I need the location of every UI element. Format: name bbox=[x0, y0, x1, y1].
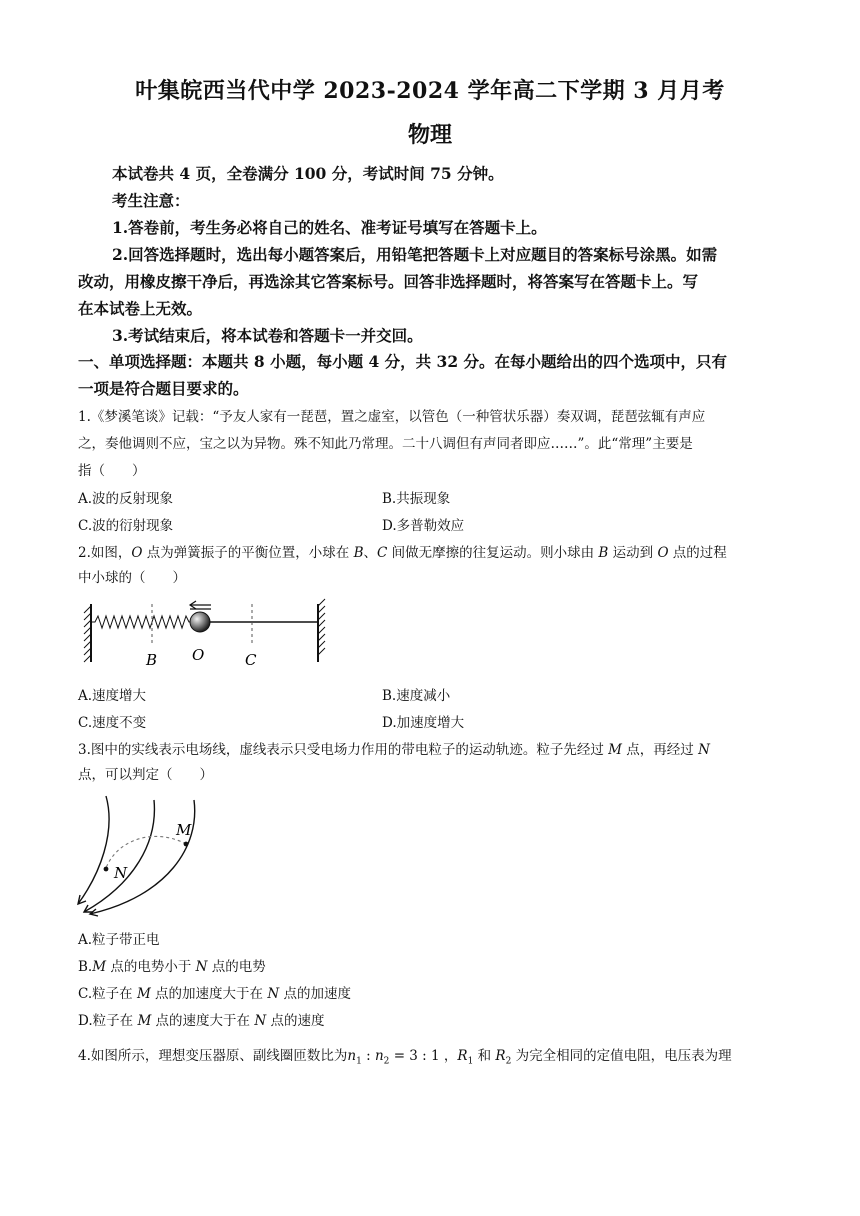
q2-option-b: B.速度减小 bbox=[382, 688, 451, 704]
ball bbox=[190, 612, 210, 632]
q3-option-a: A.粒子带正电 bbox=[78, 932, 160, 948]
spring bbox=[91, 616, 192, 628]
q1-stem-cont: 之，奏他调则不应，宝之以为异物。殊不知此乃常理。二十八调但有声同者即应……”。此“常理”主要是 bbox=[78, 436, 693, 452]
electric-field-figure bbox=[76, 792, 206, 918]
q2-option-c: C.速度不变 bbox=[78, 715, 147, 731]
label-c: C bbox=[245, 651, 257, 669]
notice-item-2: 2.回答选择题时，选出每小题答案后，用铅笔把答题卡上对应题目的答案标号涂黑。如需 bbox=[112, 245, 718, 264]
q1-stem: 1.《梦溪笔谈》记载：“予友人家有一琵琶，置之虚室，以管色（一种管状乐器）奏双调，琵琶弦辄有声应 bbox=[78, 409, 706, 425]
q3-option-b: B.M 点的电势小于 N 点的电势 bbox=[78, 959, 266, 975]
q1-option-a: A.波的反射现象 bbox=[78, 491, 174, 507]
field-line bbox=[84, 800, 154, 912]
notice-heading: 考生注意： bbox=[112, 191, 190, 210]
q3-option-c: C.粒子在 M 点的加速度大于在 N 点的加速度 bbox=[78, 986, 351, 1002]
notice-item-2-cont: 改动，用橡皮擦干净后，再选涂其它答案标号。回答非选择题时，将答案写在答题卡上。写 bbox=[78, 272, 699, 291]
notice-item-3: 3.考试结束后，将本试卷和答题卡一并交回。 bbox=[112, 326, 423, 345]
label-n: N bbox=[114, 864, 128, 882]
q3-option-d: D.粒子在 M 点的速度大于在 N 点的速度 bbox=[78, 1013, 325, 1029]
point-m bbox=[184, 842, 189, 847]
q1-option-b: B.共振现象 bbox=[382, 491, 451, 507]
label-m: M bbox=[176, 821, 192, 839]
q1-option-c: C.波的衍射现象 bbox=[78, 518, 174, 534]
spring-oscillator-figure bbox=[78, 596, 328, 672]
page-title: 叶集皖西当代中学 2023-2024 学年高二下学期 3 月月考 bbox=[135, 78, 725, 104]
subject-title: 物理 bbox=[407, 122, 452, 148]
label-b: B bbox=[146, 651, 158, 669]
q2-stem-cont: 中小球的（ ） bbox=[78, 570, 186, 586]
point-n bbox=[104, 867, 109, 872]
q3-stem: 3.图中的实线表示电场线，虚线表示只受电场力作用的带电粒子的运动轨迹。粒子先经过 M 点，再经过 N bbox=[78, 742, 710, 758]
q4-stem: 4.如图所示，理想变压器原、副线圈匝数比为$n_1$ : $n_2 = 3$ : 1 ，$R_1$ 和 $R_2$ 为完全相同的定值电阻，电压表为理 bbox=[78, 1048, 732, 1067]
notice-item-2-cont: 在本试卷上无效。 bbox=[78, 299, 203, 318]
q3-stem-cont: 点，可以判定（ ） bbox=[78, 767, 213, 783]
q2-option-d: D.加速度增大 bbox=[382, 715, 465, 731]
notice-item-1: 1.答卷前，考生务必将自己的姓名、准考证号填写在答题卡上。 bbox=[112, 218, 547, 237]
section-heading: 一、单项选择题：本题共 8 小题，每小题 4 分，共 32 分。在每小题给出的四个选项中，只有 bbox=[78, 352, 728, 371]
q2-stem: 2.如图，O 点为弹簧振子的平衡位置，小球在 B、C 间做无摩擦的往复运动。则小球由 B 运动到 O 点的过程 bbox=[78, 545, 727, 561]
q1-option-d: D.多普勒效应 bbox=[382, 518, 465, 534]
intro-line: 本试卷共 4 页，全卷满分 100 分，考试时间 75 分钟。 bbox=[112, 164, 504, 183]
q2-option-a: A.速度增大 bbox=[78, 688, 147, 704]
field-line bbox=[78, 796, 109, 904]
label-o: O bbox=[192, 646, 205, 664]
q1-stem-cont: 指（ ） bbox=[78, 463, 146, 479]
section-heading-cont: 一项是符合题目要求的。 bbox=[78, 379, 249, 398]
